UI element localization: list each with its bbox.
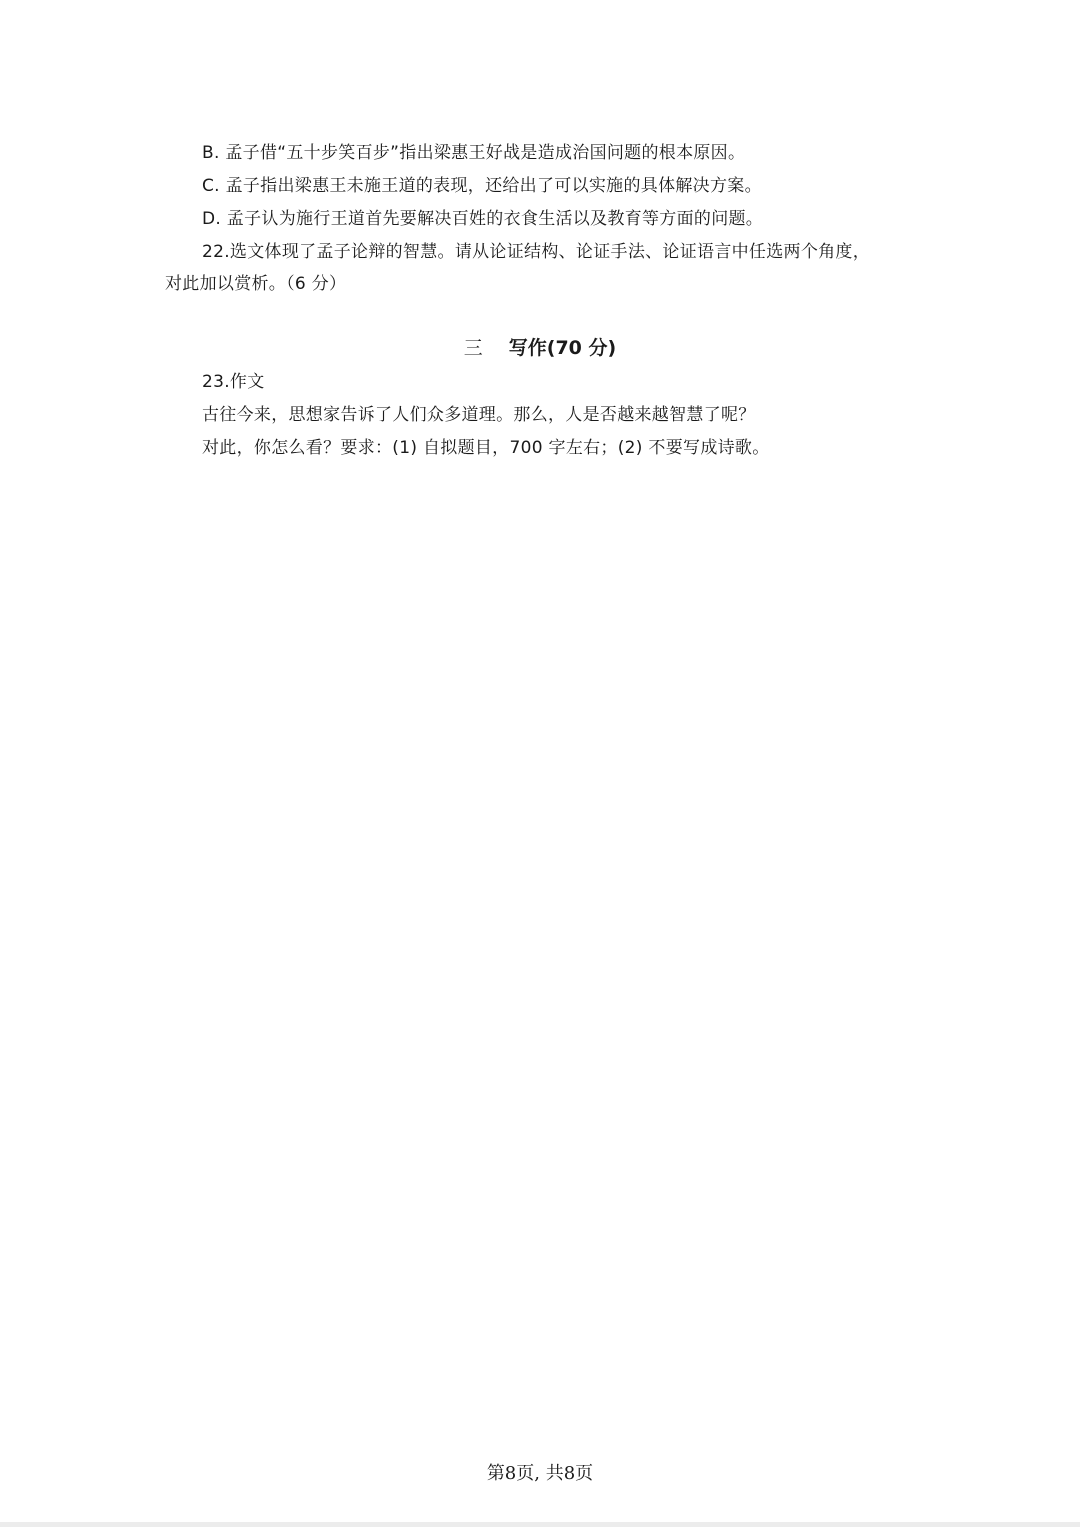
question-23-requirement: 对此，你怎么看？要求：(1) 自拟题目，700 字左右；(2) 不要写成诗歌。 — [202, 438, 770, 458]
option-c: C. 孟子指出梁惠王未施王道的表现，还给出了可以实施的具体解决方案。 — [202, 176, 762, 196]
question-23-prompt: 古往今来，思想家告诉了人们众多道理。那么，人是否越来越智慧了呢？ — [202, 405, 756, 425]
option-b: B. 孟子借“五十步笑百步”指出梁惠王好战是造成治国问题的根本原因。 — [202, 143, 746, 163]
page-footer: 第8页, 共8页 — [486, 1463, 594, 1484]
section-3-heading — [0, 335, 1080, 361]
question-23-label: 23.作文 — [202, 372, 265, 392]
scan-edge — [0, 1522, 1080, 1527]
section-number: 三 — [463, 337, 483, 359]
section-title: 写作(70 分) — [508, 337, 617, 359]
question-22-line-2: 对此加以赏析。（6 分） — [165, 274, 347, 294]
option-d: D. 孟子认为施行王道首先要解决百姓的衣食生活以及教育等方面的问题。 — [202, 209, 764, 229]
question-22-line-1: 22.选文体现了孟子论辩的智慧。请从论证结构、论证手法、论证语言中任选两个角度， — [202, 242, 871, 262]
